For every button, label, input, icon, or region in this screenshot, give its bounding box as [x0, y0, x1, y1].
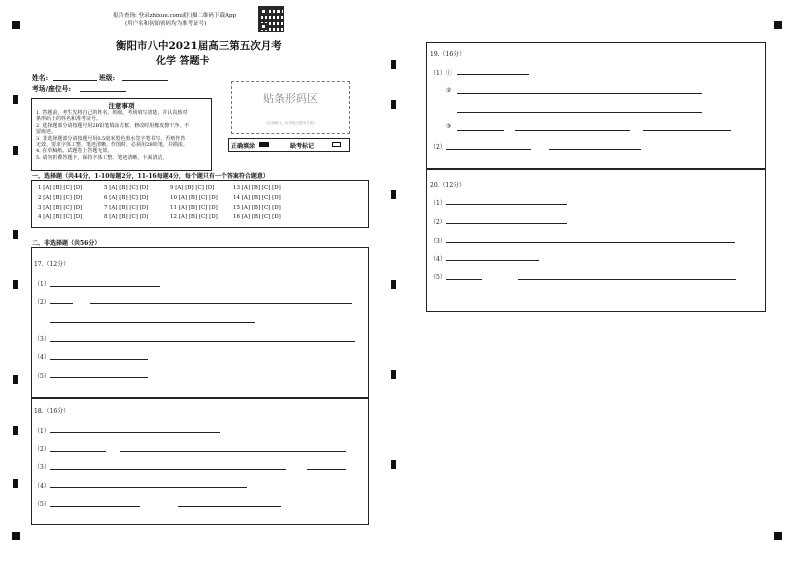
q18-answer-1[interactable]: [50, 432, 220, 433]
class-field[interactable]: [122, 80, 168, 81]
choice-item[interactable]: 10 [A] [B] [C] [D]: [170, 195, 218, 201]
q20-box: [426, 169, 766, 312]
class-label: 班级:: [99, 74, 116, 82]
choice-item[interactable]: 9 [A] [B] [C] [D]: [170, 185, 215, 191]
choice-item[interactable]: 13 [A] [B] [C] [D]: [233, 185, 281, 191]
choice-item[interactable]: 8 [A] [B] [C] [D]: [104, 214, 149, 220]
timing-mark: [13, 230, 18, 239]
q17-answer-1[interactable]: [50, 286, 160, 287]
q18-label-2: （2）: [34, 446, 50, 453]
q20-answer-5a[interactable]: [446, 279, 482, 280]
q18-answer-3b[interactable]: [307, 469, 346, 470]
notes-box: [31, 98, 212, 171]
notice-line-2: (用户名和初始密码均为准考证号): [125, 21, 207, 27]
q18-label-4: （4）: [34, 483, 50, 490]
q20-label-2: （2）: [430, 219, 446, 226]
q19-answer-1[interactable]: [457, 74, 529, 75]
q19-answer-3b[interactable]: [515, 130, 630, 131]
choice-item[interactable]: 2 [A] [B] [C] [D]: [38, 195, 83, 201]
q19-label-4: （2）: [430, 144, 446, 151]
q18-title: 18.（16分）: [34, 408, 70, 415]
exam-room-field[interactable]: [80, 91, 126, 92]
q19-label-3: ③: [446, 123, 452, 130]
timing-mark: [13, 280, 18, 289]
q19-answer-2b[interactable]: [457, 112, 702, 113]
q17-answer-5[interactable]: [50, 377, 148, 378]
q17-answer-2b[interactable]: [90, 303, 352, 304]
notes-line: 4. 在草稿纸、试题卷上答题无效。: [36, 148, 113, 155]
q18-answer-2a[interactable]: [50, 451, 106, 452]
timing-mark: [391, 460, 396, 469]
q20-answer-5b[interactable]: [518, 279, 736, 280]
timing-mark: [13, 375, 18, 384]
subject-title: 化学 答题卡: [156, 56, 210, 67]
q17-answer-4[interactable]: [50, 359, 148, 360]
q17-label-4: （4）: [34, 354, 50, 361]
choice-item[interactable]: 16 [A] [B] [C] [D]: [233, 214, 281, 220]
timing-mark: [13, 426, 18, 435]
name-field[interactable]: [53, 80, 97, 81]
name-label: 姓名:: [32, 74, 49, 82]
q19-answer-4b[interactable]: [549, 149, 641, 150]
timing-mark: [391, 370, 396, 379]
choice-item[interactable]: 1 [A] [B] [C] [D]: [38, 185, 83, 191]
q19-answer-3c[interactable]: [643, 130, 731, 131]
q19-label-2: ②: [446, 87, 452, 94]
section2-title: 二、非选择题（共56分）: [32, 240, 101, 247]
timing-mark: [391, 280, 396, 289]
q17-label-1: （1）: [34, 281, 50, 288]
choice-item[interactable]: 15 [A] [B] [C] [D]: [233, 205, 281, 211]
correct-fill-mark: [259, 142, 269, 147]
q19-answer-2a[interactable]: [457, 93, 702, 94]
timing-mark: [391, 190, 396, 199]
q17-label-5: （5）: [34, 373, 50, 380]
q18-answer-5b[interactable]: [178, 506, 281, 507]
notes-title: 注意事项: [108, 102, 135, 110]
q18-answer-5a[interactable]: [50, 506, 140, 507]
choice-item[interactable]: 5 [A] [B] [C] [D]: [104, 185, 149, 191]
q18-answer-4[interactable]: [50, 487, 247, 488]
q20-answer-4[interactable]: [446, 260, 539, 261]
choice-item[interactable]: 3 [A] [B] [C] [D]: [38, 205, 83, 211]
q18-answer-3a[interactable]: [50, 469, 286, 470]
timing-mark: [13, 146, 18, 155]
exam-room-label: 考场/座位号:: [32, 85, 71, 93]
absent-mark-label: 缺考标记: [290, 143, 315, 150]
notes-line: 2. 选择题部分请按题号用2B铅笔填涂方框，修改时用橡皮擦干净，不: [36, 122, 190, 129]
choice-item[interactable]: 6 [A] [B] [C] [D]: [104, 195, 149, 201]
notes-line: 5. 请勿折叠答题卡，保持字体工整、笔迹清晰、卡面清洁。: [36, 154, 168, 161]
barcode-hint: (正面朝上, 切勿贴出虚线方框): [266, 121, 315, 125]
q17-label-2: （2）: [34, 299, 50, 306]
notes-line: 1. 答题前，考生先将自己的姓名、班级、考场填写清楚，并认真核对: [36, 110, 188, 116]
choice-item[interactable]: 12 [A] [B] [C] [D]: [170, 214, 218, 220]
choice-item[interactable]: 7 [A] [B] [C] [D]: [104, 205, 149, 211]
q18-answer-2b[interactable]: [120, 451, 346, 452]
correct-fill-label: 正确填涂: [231, 143, 256, 150]
q19-title: 19.（16分）: [430, 51, 466, 58]
notes-line: 无效。要求字体工整、笔迹清晰。作图时，必须用2B铅笔，并描浓。: [36, 142, 188, 149]
notes-line: 条形码上的姓名和准考证号。: [36, 116, 102, 123]
q20-answer-3[interactable]: [446, 242, 735, 243]
q20-label-3: （3）: [430, 238, 446, 245]
q18-label-5: （5）: [34, 501, 50, 508]
choice-item[interactable]: 11 [A] [B] [C] [D]: [170, 205, 218, 211]
section1-title: 一、选择题（共44分，1-10每题2分，11-16每题4分，每个题只有一个答案符合题意）: [32, 173, 269, 180]
q20-title: 20.（12分）: [430, 182, 466, 189]
q19-label-1: （1）①: [430, 70, 452, 77]
timing-mark: [13, 95, 18, 104]
notes-line: 留痕迹。: [36, 129, 57, 136]
corner-mark-tl: [12, 21, 20, 29]
q17-label-3: （3）: [34, 336, 50, 343]
q20-label-4: （4）: [430, 256, 446, 263]
q20-answer-1[interactable]: [446, 204, 567, 205]
corner-mark-bl: [12, 532, 20, 540]
q17-title: 17.（12分）: [34, 261, 70, 268]
corner-mark-tr: [774, 21, 782, 29]
q17-answer-2a[interactable]: [50, 303, 73, 304]
q17-answer-3[interactable]: [50, 341, 355, 342]
q20-label-1: （1）: [430, 200, 446, 207]
q19-answer-3a[interactable]: [457, 130, 504, 131]
q20-answer-2[interactable]: [446, 223, 567, 224]
qr-code: [258, 6, 284, 32]
barcode-area: [231, 81, 350, 134]
q17-answer-2c[interactable]: [50, 322, 255, 323]
exam-title: 衡阳市八中2021届高三第五次月考: [116, 40, 282, 52]
q18-label-3: （3）: [34, 464, 50, 471]
timing-mark: [13, 479, 18, 488]
corner-mark-br: [774, 532, 782, 540]
notes-line: 3. 非选择题部分请按题号用0.5毫米黑色墨水签字笔书写，否则作答: [36, 135, 186, 142]
timing-mark: [391, 100, 396, 109]
q19-answer-4a[interactable]: [446, 149, 531, 150]
choice-item[interactable]: 14 [A] [B] [C] [D]: [233, 195, 281, 201]
absent-mark-checkbox[interactable]: [332, 142, 341, 147]
timing-mark: [391, 60, 396, 69]
q20-label-5: （5）: [430, 274, 446, 281]
choice-item[interactable]: 4 [A] [B] [C] [D]: [38, 214, 83, 220]
notice-line-1: 报告查询: 登录zhixue.com或扫描二维码下载App: [113, 13, 237, 19]
barcode-label: 贴条形码区: [263, 92, 318, 105]
q18-label-1: （1）: [34, 428, 50, 435]
